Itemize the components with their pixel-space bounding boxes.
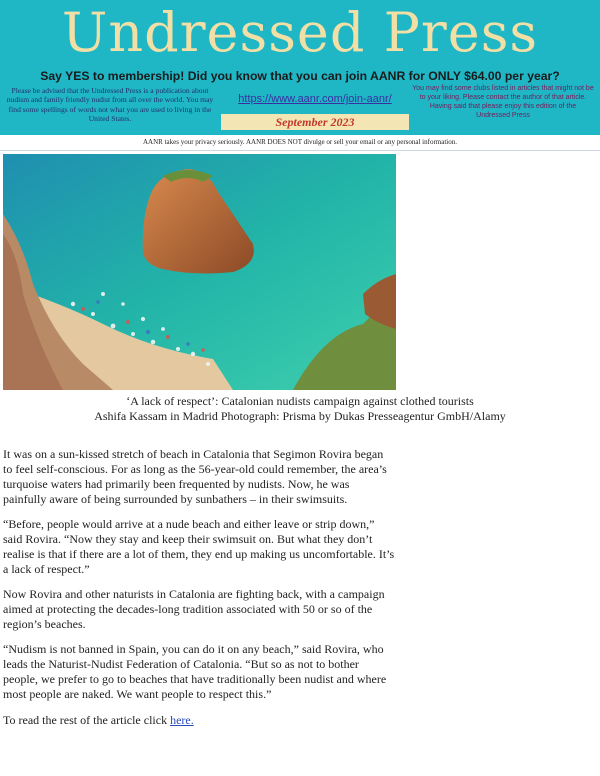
- read-more-text: To read the rest of the article click: [3, 713, 171, 727]
- masthead-title: Undressed Press: [61, 1, 539, 64]
- read-more-link[interactable]: here.: [170, 713, 194, 727]
- clubs-disclaimer: You may find some clubs listed in articles that might not be to your liking. Please contact the author of that article. Having said that please enjoy this edition of the Undressed Press: [412, 85, 594, 119]
- article-paragraph: It was on a sun-kissed stretch of beach in Catalonia that Segimon Rovira began to feel self-conscious. For as long as the 56-year-old could remember, the area’s turquoise waters had primarily been frequented by nudists. Now, he was painfully aware of being surrounded by sunbathers – in their swimsuits.: [3, 447, 387, 506]
- caption-credit: Ashifa Kassam in Madrid Photograph: Prisma by Dukas Presseagentur GmbH/Alamy: [94, 409, 506, 423]
- article-paragraph: “Before, people would arrive at a nude beach and either leave or strip down,” said Rovira. “Now they stay and keep their swimsuit on. But what they don’t realise is that if there are a lot of them, they end up making us uncomfortable. It’s a lack of respect.”: [3, 517, 395, 576]
- caption-headline: ‘A lack of respect’: Catalonian nudists campaign against clothed tourists: [126, 394, 474, 408]
- header-divider: [0, 150, 600, 151]
- issue-date: September 2023: [221, 114, 409, 130]
- privacy-notice: AANR takes your privacy seriously. AANR DOES NOT divulge or sell your email or any personal information.: [143, 138, 457, 146]
- article-paragraph: Now Rovira and other naturists in Catalonia are fighting back, with a campaign aimed at protecting the decades-long tradition associated with 50 or so of the region’s beaches.: [3, 587, 385, 631]
- beach-photo: [3, 154, 396, 390]
- article-paragraph: “Nudism is not banned in Spain, you can do it on any beach,” said Rovira, who leads the Naturist-Nudist Federation of Catalonia. “But so as not to bother people, we prefer to go to beaches that have traditionally been nudist and where most people are naked. We want people to respect this.”: [3, 642, 387, 701]
- photo-caption: [0, 394, 600, 424]
- membership-promo: Say YES to membership! Did you know that you can join AANR for ONLY $64.00 per year?: [40, 69, 560, 83]
- join-aanr-link[interactable]: https://www.aanr.com/join-aanr/: [238, 93, 392, 105]
- read-more-line: [3, 713, 395, 728]
- publication-notice: Please be advised that the Undressed Press is a publication about nudism and family friendly nudist from all over the world. You may find some spellings of words not what you are used to living in the United States.: [6, 86, 214, 124]
